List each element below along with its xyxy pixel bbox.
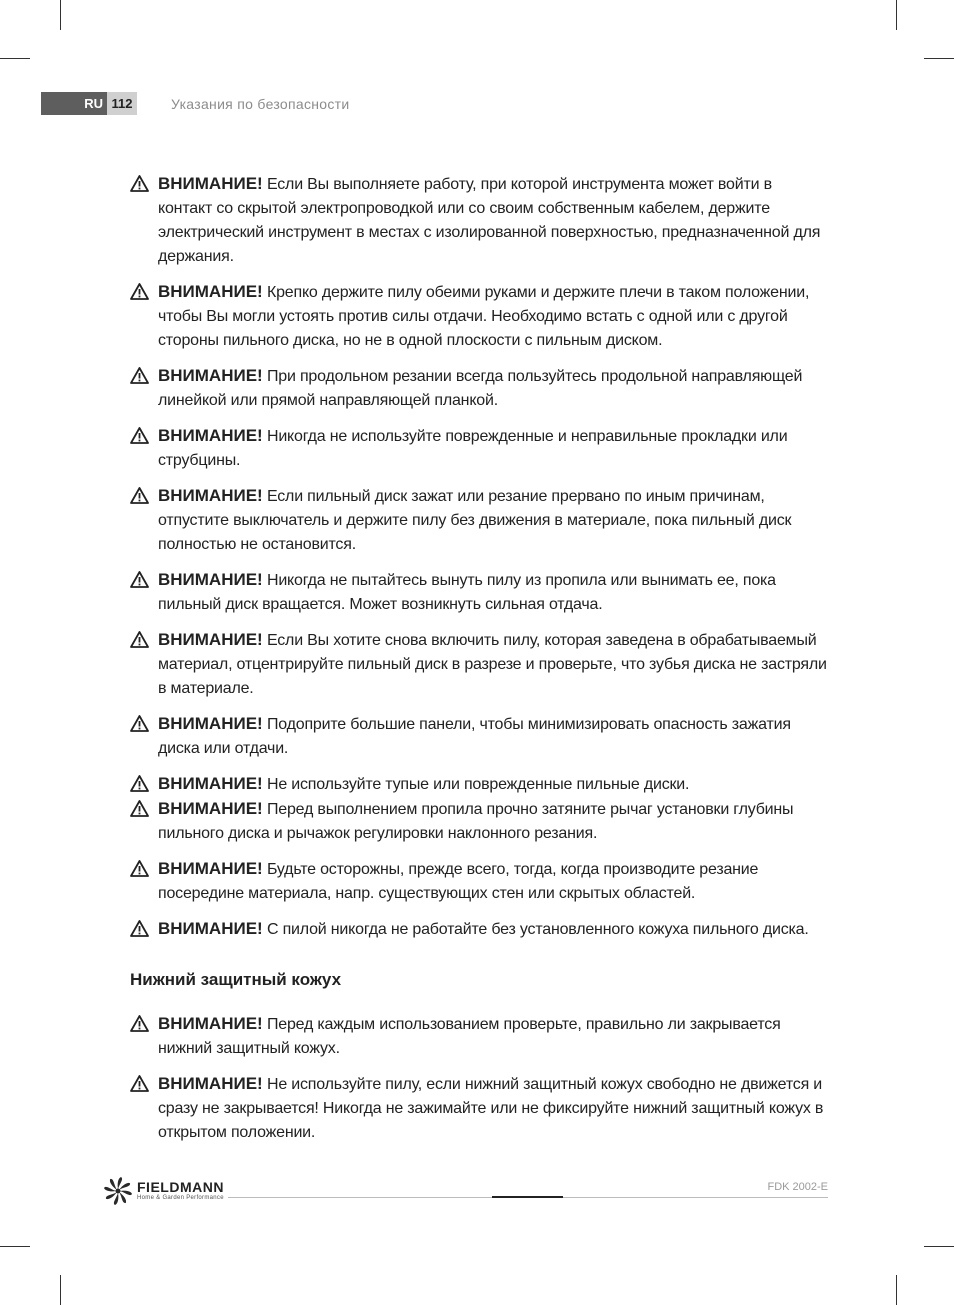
language-code: RU	[41, 92, 107, 115]
warning-item	[130, 172, 830, 269]
warning-text: Если Вы хотите снова включить пилу, которая заведена в обрабатываемый материал, отцентрируйте пильный диск в разрезе и проверьте, что зубья диска не застряли в материале.	[158, 632, 827, 697]
warning-item	[130, 772, 830, 797]
warnings-list	[130, 172, 830, 942]
warning-text: С пилой никогда не работайте без установленного кожуха пильного диска.	[266, 921, 809, 938]
warning-triangle-icon	[130, 715, 149, 732]
warning-label: ВНИМАНИЕ!	[158, 919, 263, 938]
warning-label: ВНИМАНИЕ!	[158, 282, 263, 301]
warning-label: ВНИМАНИЕ!	[158, 774, 263, 793]
warning-label: ВНИМАНИЕ!	[158, 486, 263, 505]
warning-text: Перед выполнением пропила прочно затяните рычаг установки глубины пильного диска и рычажок регулировки наклонного резания.	[158, 801, 794, 842]
warning-text: Никогда не пытайтесь вынуть пилу из пропила или вынимать ее, пока пильный диск вращается. Может возникнуть сильная отдача.	[158, 572, 776, 613]
brand-tagline: Home & Garden Performance	[137, 1195, 224, 1201]
warning-text: При продольном резании всегда пользуйтесь продольной направляющей линейкой или прямой направляющей планкой.	[158, 368, 803, 409]
warning-text: Не используйте тупые или поврежденные пильные диски.	[266, 776, 690, 793]
warning-label: ВНИМАНИЕ!	[158, 366, 263, 385]
warning-label: ВНИМАНИЕ!	[158, 426, 263, 445]
warning-triangle-icon	[130, 487, 149, 504]
warning-label: ВНИМАНИЕ!	[158, 799, 263, 818]
warning-item	[130, 917, 830, 942]
warning-label: ВНИМАНИЕ!	[158, 859, 263, 878]
warning-item	[130, 484, 830, 557]
warning-triangle-icon	[130, 800, 149, 817]
warning-triangle-icon	[130, 1015, 149, 1032]
fieldmann-fan-logo-icon	[103, 1176, 133, 1206]
warning-item	[130, 1012, 830, 1061]
warning-triangle-icon	[130, 920, 149, 937]
warning-triangle-icon	[130, 860, 149, 877]
warning-triangle-icon	[130, 427, 149, 444]
warning-triangle-icon	[130, 631, 149, 648]
warning-triangle-icon	[130, 775, 149, 792]
subsection-warnings-list	[130, 1012, 830, 1145]
crop-mark	[924, 1246, 954, 1247]
brand-name: FIELDMANN	[137, 1179, 224, 1195]
warning-label: ВНИМАНИЕ!	[158, 1014, 263, 1033]
warning-triangle-icon	[130, 175, 149, 192]
warning-triangle-icon	[130, 1075, 149, 1092]
warning-text: Если Вы выполняете работу, при которой инструмента может войти в контакт со скрытой электропроводкой или со своим собственным кабелем, держите электрический инструмент в местах с изолированной поверхностью, предназначенной для держания.	[158, 176, 821, 265]
crop-mark	[0, 1246, 30, 1247]
warning-item	[130, 857, 830, 906]
warning-item	[130, 364, 830, 413]
warning-text: Крепко держите пилу обеими руками и держите плечи в таком положении, чтобы Вы могли устоять против силы отдачи. Необходимо встать с одной или с другой стороны пильного диска, но не в одной плоскости с пильным диском.	[158, 284, 810, 349]
document-body	[130, 172, 830, 1156]
warning-item	[130, 712, 830, 761]
crop-mark	[896, 0, 897, 30]
warning-label: ВНИМАНИЕ!	[158, 630, 263, 649]
warning-triangle-icon	[130, 367, 149, 384]
warning-item	[130, 628, 830, 701]
crop-mark	[896, 1275, 897, 1305]
footer-divider-accent	[492, 1196, 563, 1198]
crop-mark	[60, 0, 61, 30]
section-title: Указания по безопасности	[171, 96, 350, 112]
warning-item	[130, 1072, 830, 1145]
warning-text: Если пильный диск зажат или резание прервано по иным причинам, отпустите выключатель и держите пилу без движения в материале, пока пильный диск полностью не остановится.	[158, 488, 792, 553]
warning-text: Не используйте пилу, если нижний защитный кожух свободно не движется и сразу не закрывается! Никогда не зажимайте или не фиксируйте нижний защитный кожух в открытом положении.	[158, 1076, 824, 1141]
model-number: FDK 2002-E	[767, 1181, 828, 1193]
crop-mark	[924, 58, 954, 59]
warning-item	[130, 797, 830, 846]
warning-label: ВНИМАНИЕ!	[158, 714, 263, 733]
crop-mark	[0, 58, 30, 59]
warning-text: Перед каждым использованием проверьте, правильно ли закрывается нижний защитный кожух.	[158, 1016, 781, 1057]
warning-triangle-icon	[130, 571, 149, 588]
warning-item	[130, 424, 830, 473]
warning-label: ВНИМАНИЕ!	[158, 1074, 263, 1093]
warning-item	[130, 568, 830, 617]
warning-label: ВНИМАНИЕ!	[158, 570, 263, 589]
warning-text: Будьте осторожны, прежде всего, тогда, когда производите резание посередине материала, напр. существующих стен или скрытых областей.	[158, 861, 759, 902]
warning-text: Подоприте большие панели, чтобы минимизировать опасность зажатия диска или отдачи.	[158, 716, 791, 757]
subsection-heading: Нижний защитный кожух	[130, 970, 342, 989]
warning-triangle-icon	[130, 283, 149, 300]
warning-text: Никогда не используйте поврежденные и неправильные прокладки или струбцины.	[158, 428, 788, 469]
page-number: 112	[107, 92, 137, 115]
crop-mark	[60, 1275, 61, 1305]
page-tag	[41, 92, 137, 115]
warning-label: ВНИМАНИЕ!	[158, 174, 263, 193]
warning-item	[130, 280, 830, 353]
brand-logo	[103, 1176, 224, 1206]
